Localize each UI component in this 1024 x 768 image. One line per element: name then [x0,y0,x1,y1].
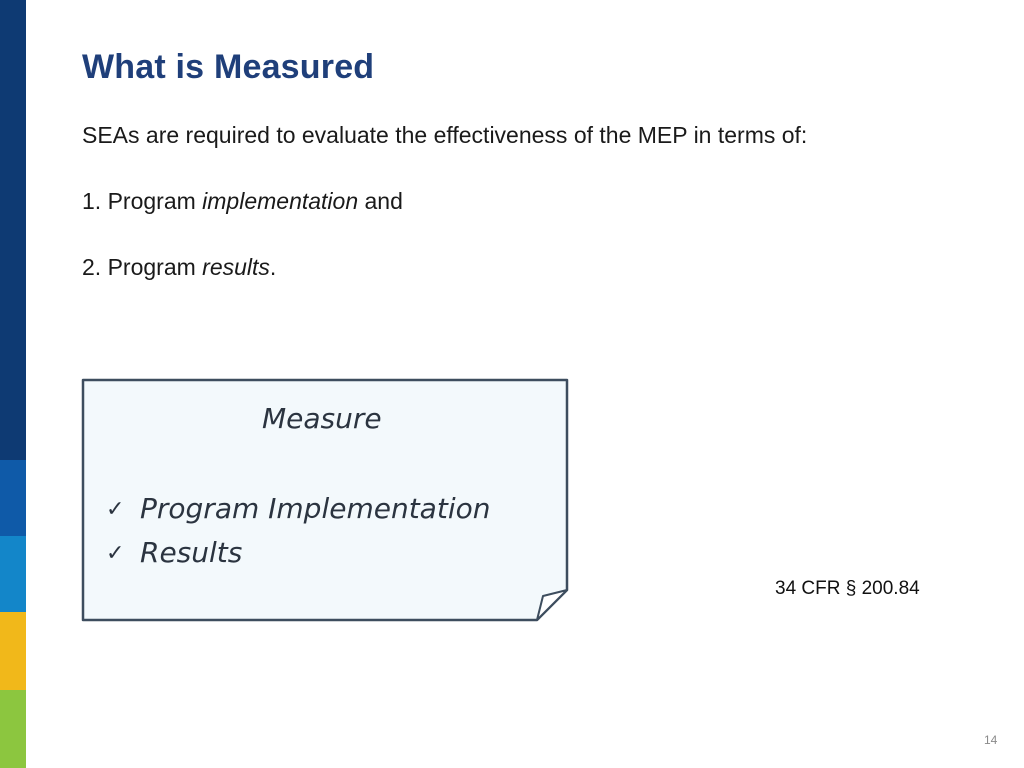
page-title: What is Measured [82,48,375,86]
note-check-icon: ✓ [106,497,125,522]
note-check-item: Results [140,536,243,569]
sticky-note-image [80,376,572,624]
list-item-suffix: and [358,188,403,214]
intro-text: SEAs are required to evaluate the effectiveness of the MEP in terms of: [82,122,808,148]
page-number: 14 [984,733,998,747]
list-item-prefix: 1. Program [82,188,203,214]
list-item-emphasis: results [202,254,270,280]
note-heading: Measure [262,402,382,435]
list-item-prefix: 2. Program [82,254,203,280]
note-check-item: Program Implementation [140,492,491,525]
citation-text: 34 CFR § 200.84 [775,578,920,599]
list-item-results [82,254,276,281]
sidebar-band-blue [0,460,26,536]
list-item-implementation [82,188,403,215]
sidebar-color-bar [0,0,26,768]
note-check-icon: ✓ [106,541,125,566]
sidebar-band-navy [0,0,26,460]
sidebar-band-green [0,690,26,768]
list-item-emphasis: implementation [202,188,359,214]
list-item-suffix: . [269,254,277,280]
sticky-note-drawing [80,376,572,624]
sidebar-band-light-blue [0,536,26,612]
sidebar-band-yellow [0,612,26,690]
